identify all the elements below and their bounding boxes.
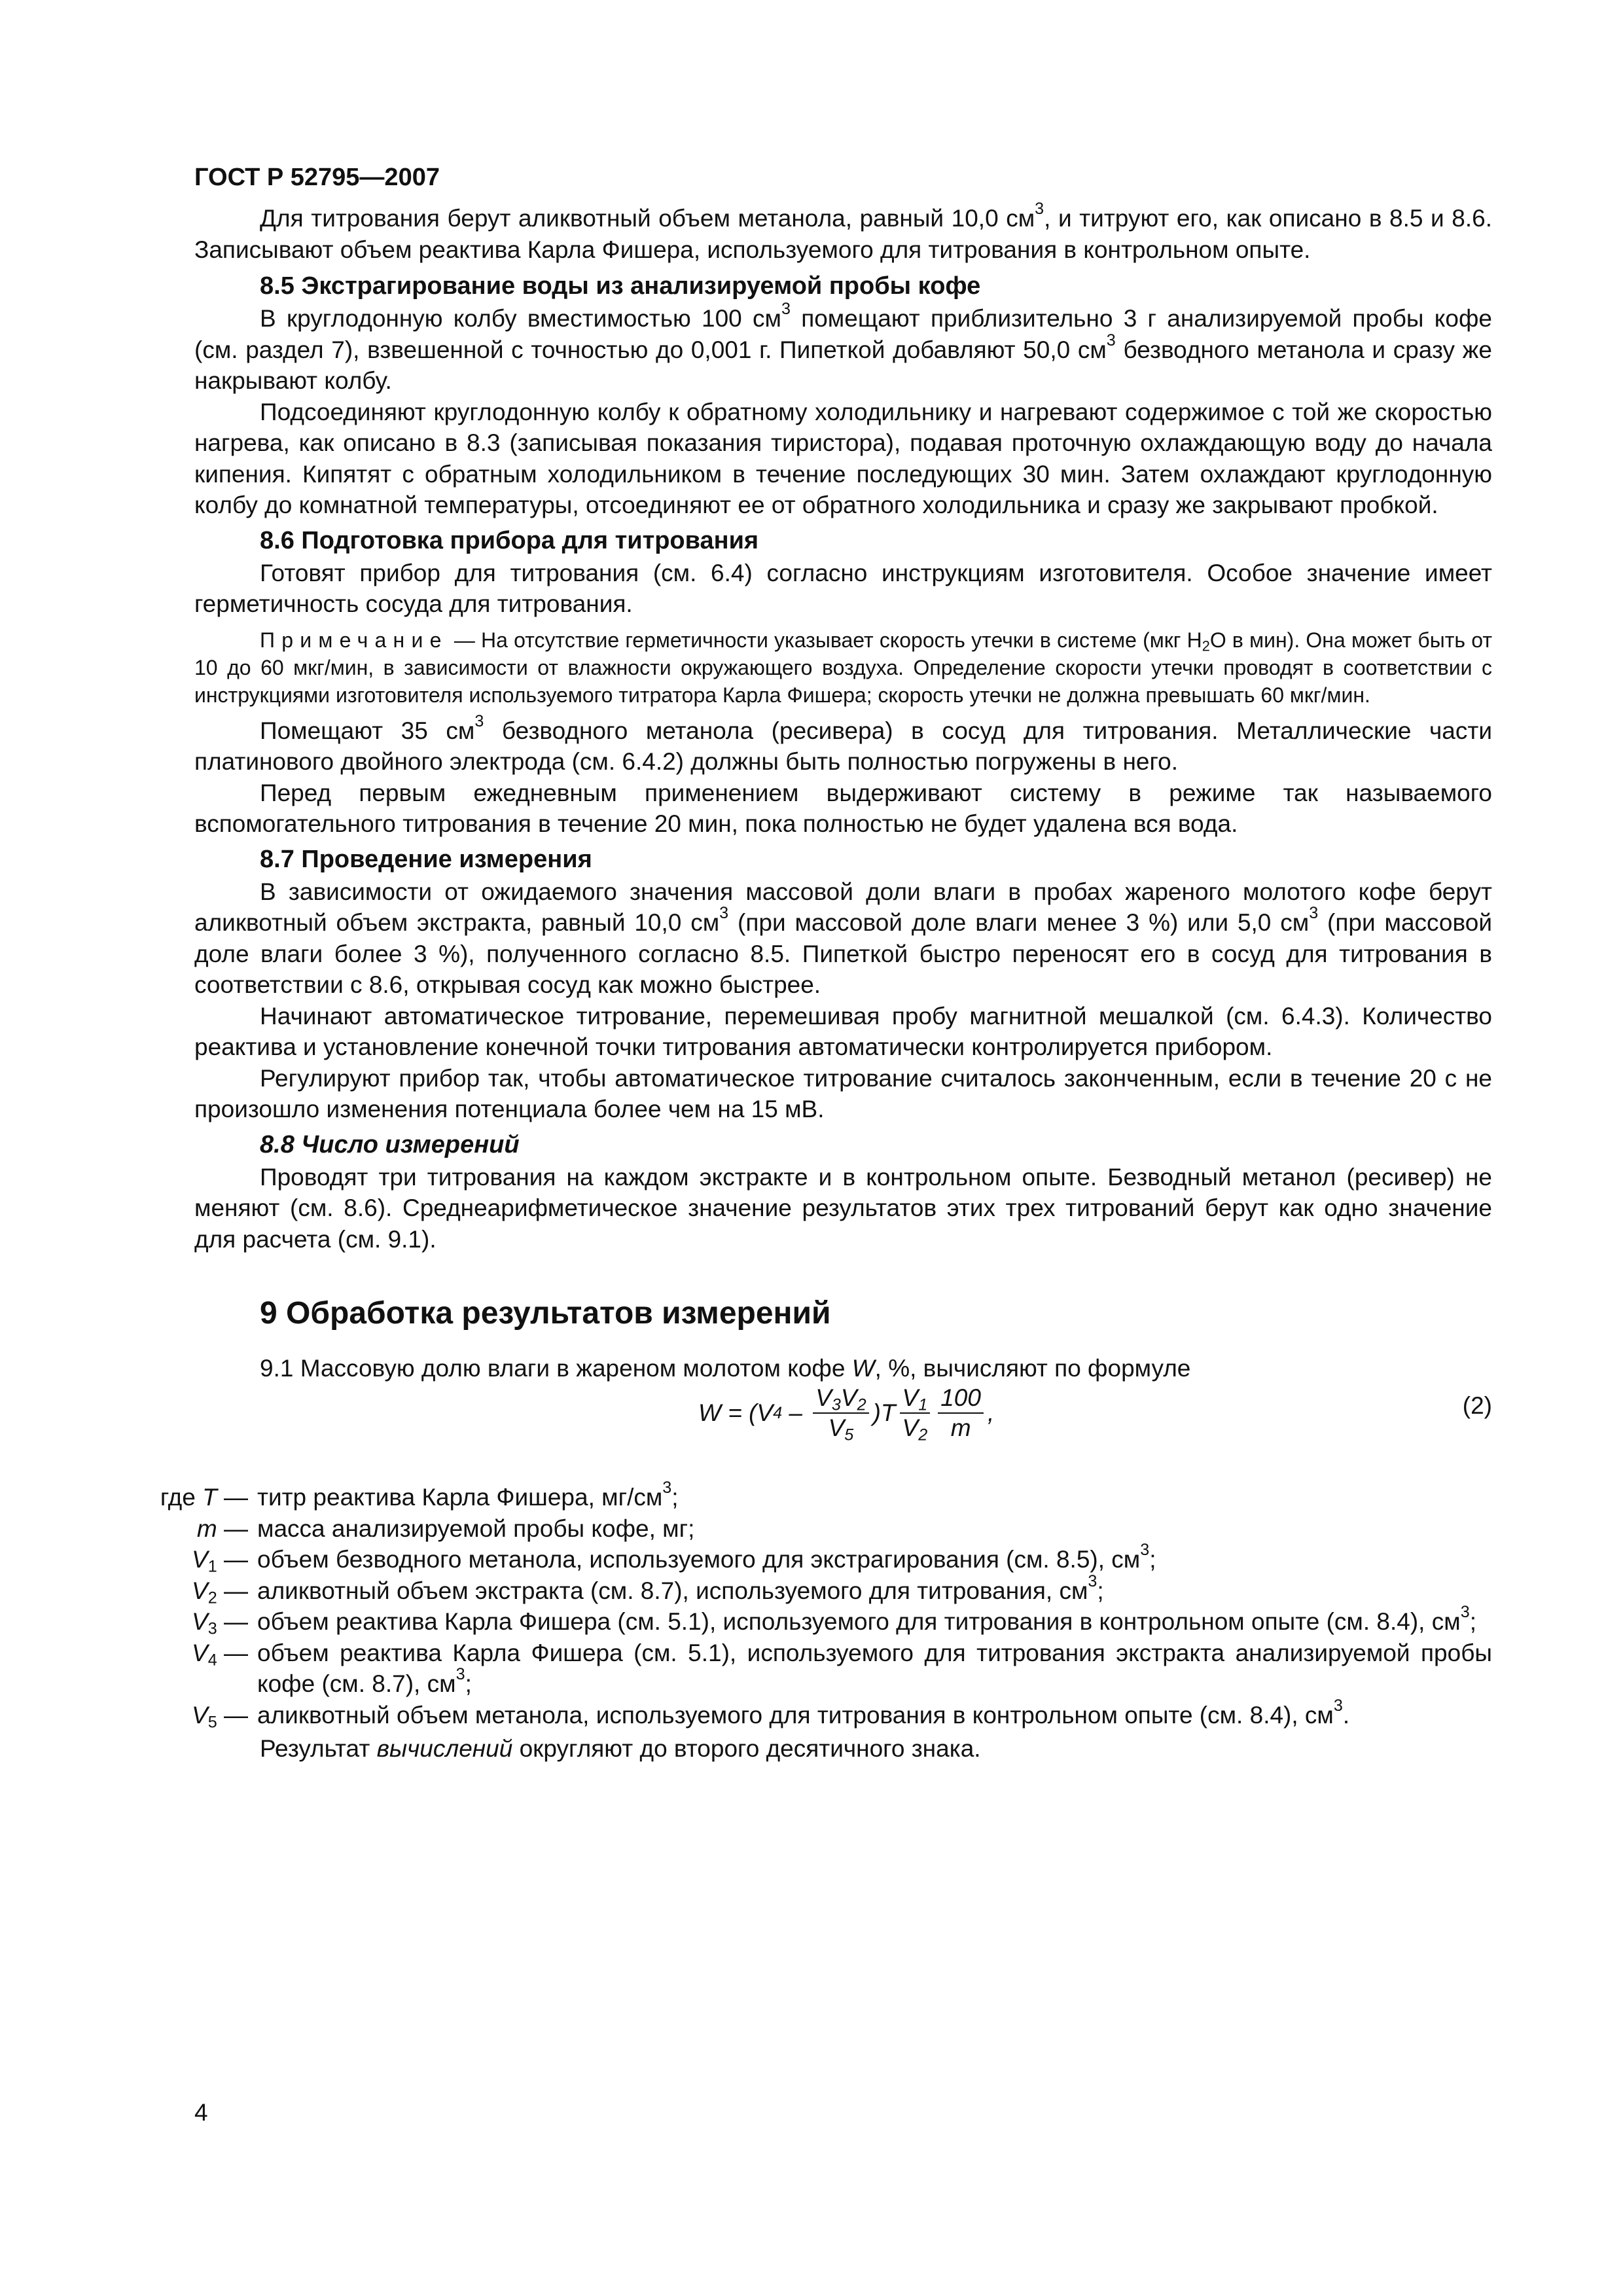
formula-2	[194, 1384, 1492, 1482]
paragraph: В зависимости от ожидаемого значения массовой доли влаги в пробах жареного молотого кофе берут аликвотный объем экстракта, равный 10,0 $см^3$ (при массовой доле влаги менее 3 %) или 5,0 $см^3$ (при массовой доле влаги более 3 %), полученного согласно 8.5. Пипеткой быстро переносят его в сосуд для титрования в соответствии с 8.6, открывая сосуд как можно быстрее.	[194, 878, 1492, 998]
section-9-title: 9 Обработка результатов измерений	[260, 1296, 831, 1331]
definition-text: аликвотный объем метанола, используемого для титрования в контрольном опыте (см. 8.4), $см^3$.	[257, 1696, 1350, 1729]
definition-item	[119, 1513, 1492, 1545]
section-8-8-title: 8.8 Число измерений	[260, 1130, 520, 1158]
paragraph: В круглодонную колбу вместимостью 100 $см^3$ помещают приблизительно 3 г анализируемой пробы кофе (см. раздел 7), взвешенной с точностью до 0,001 г. Пипеткой добавляют 50,0 $см^3$ безводного метанола и сразу же накрывают колбу.	[194, 300, 1492, 394]
section-8-6-title: 8.6 Подготовка прибора для титрования	[260, 526, 759, 554]
definition-symbol: $V_3$ —	[192, 1608, 248, 1638]
section-8-7-title: 8.7 Проведение измерения	[260, 845, 592, 873]
paragraph: Результат вычислений округляют до второго десятичного знака.	[260, 1735, 981, 1762]
definition-symbol: $V_5$ —	[192, 1701, 248, 1731]
fraction: $\frac{V_1}{V_2}$	[900, 1384, 931, 1443]
definition-item	[119, 1696, 1492, 1731]
definition-text: объем безводного метанола, используемого для экстрагирования (см. 8.5), $см^3$;	[257, 1541, 1156, 1573]
definition-item	[119, 1603, 1492, 1638]
page-number: 4	[194, 2099, 208, 2126]
definition-symbol: $V_4$ —	[192, 1639, 248, 1669]
paragraph: Начинают автоматическое титрование, перемешивая пробу магнитной мешалкой (см. 6.4.3). Количество реактива и установление конечной точки титрования автоматически контролируется прибором.	[194, 1002, 1492, 1060]
paragraph: Перед первым ежедневным применением выдерживают систему в режиме так называемого вспомогательного титрования в течение 20 мин, пока полностью не будет удалена вся вода.	[194, 779, 1492, 837]
definition-text: объем реактива Карла Фишера (см. 5.1), используемого для титрования в контрольном опыте (см. 8.4), $см^3$;	[257, 1603, 1476, 1635]
definition-text: масса анализируемой пробы кофе, мг;	[257, 1515, 695, 1542]
fraction: $\frac{100}{m}$	[938, 1384, 984, 1443]
definition-symbol: $V_2$ —	[192, 1577, 248, 1607]
definition-text: аликвотный объем экстракта (см. 8.7), используемого для титрования, $см^3$;	[257, 1571, 1104, 1604]
definition-item	[119, 1638, 1492, 1700]
definition-symbol: $V_1$ —	[192, 1546, 248, 1576]
definition-text: титр реактива Карла Фишера, $мг/см^3$;	[257, 1479, 679, 1511]
definition-item	[119, 1541, 1492, 1576]
paragraph: 9.1 Массовую долю влаги в жареном молотом кофе W, %, вычисляют по формуле	[260, 1354, 1191, 1382]
paragraph: Готовят прибор для титрования (см. 6.4) согласно инструкциям изготовителя. Особое значение имеет герметичность сосуда для титрования.	[194, 559, 1492, 617]
fraction: $\frac{V_3V_2}{V_5}$	[813, 1384, 868, 1443]
paragraph: Помещают 35 $см^3$ безводного метанола (ресивера) в сосуд для титрования. Металлические части платинового двойного электрода (см. 6.4.2) должны быть полностью погружены в него.	[194, 711, 1492, 775]
page-body	[160, 200, 1493, 1765]
paragraph: Регулируют прибор так, чтобы автоматическое титрование считалось законченным, если в течение 20 с не произошло изменения потенциала более чем на 15 мВ.	[194, 1064, 1492, 1122]
definition-symbol: m —	[196, 1515, 248, 1542]
formula-expression: W = (V 4 – $\frac{V_3V_2}{V_5}$ )T $\frac{V_1}{V_2}$ $\frac{100}{m}$ ,	[698, 1384, 995, 1444]
definition-item	[119, 1571, 1492, 1607]
definition-item	[119, 1479, 1492, 1513]
paragraph: Проводят три титрования на каждом экстракте и в контрольном опыте. Безводный метанол (ресивер) не меняют (см. 8.6). Среднеарифметическое значение результатов этих трех титрований берут как одно значение для расчета (см. 9.1).	[194, 1163, 1492, 1253]
section-8-5-title: 8.5 Экстрагирование воды из анализируемой пробы кофе	[260, 272, 981, 300]
paragraph: Подсоединяют круглодонную колбу к обратному холодильнику и нагревают содержимое с той же скоростью нагрева, как описано в 8.3 (записывая показания тиристора), подавая проточную охлаждающую воду до начала кипения. Кипятят с обратным холодильником в течение последующих 30 мин. Затем охлаждают круглодонную колбу до комнатной температуры, отсоединяют ее от обратного холодильника и сразу же закрывают пробкой.	[194, 398, 1492, 518]
document-header: ГОСТ Р 52795—2007	[194, 164, 440, 191]
definitions-list	[119, 1479, 1492, 1731]
formula-number: (2)	[1462, 1392, 1492, 1419]
definition-symbol: где T —	[160, 1484, 248, 1511]
definition-text: объем реактива Карла Фишера (см. 5.1), используемого для титрования экстракта анализируемой пробы кофе (см. 8.7), $см^3$;	[257, 1639, 1492, 1697]
note: Примечание — На отсутствие герметичности указывает скорость утечки в системе (мкг $H_2O$ в мин). Она может быть от 10 до 60 мкг/мин, в зависимости от влажности окружающего воздуха. Определение скорости утечки проводят в соответствии с инструкциями изготовителя используемого титратора Карла Фишера; скорость утечки не должна превышать 60 мкг/мин.	[194, 628, 1493, 707]
paragraph: Для титрования берут аликвотный объем метанола, равный 10,0 $см^3$, и титруют его, как описано в 8.5 и 8.6. Записывают объем реактива Карла Фишера, используемого для титрования в контрольном опыте.	[194, 200, 1492, 263]
